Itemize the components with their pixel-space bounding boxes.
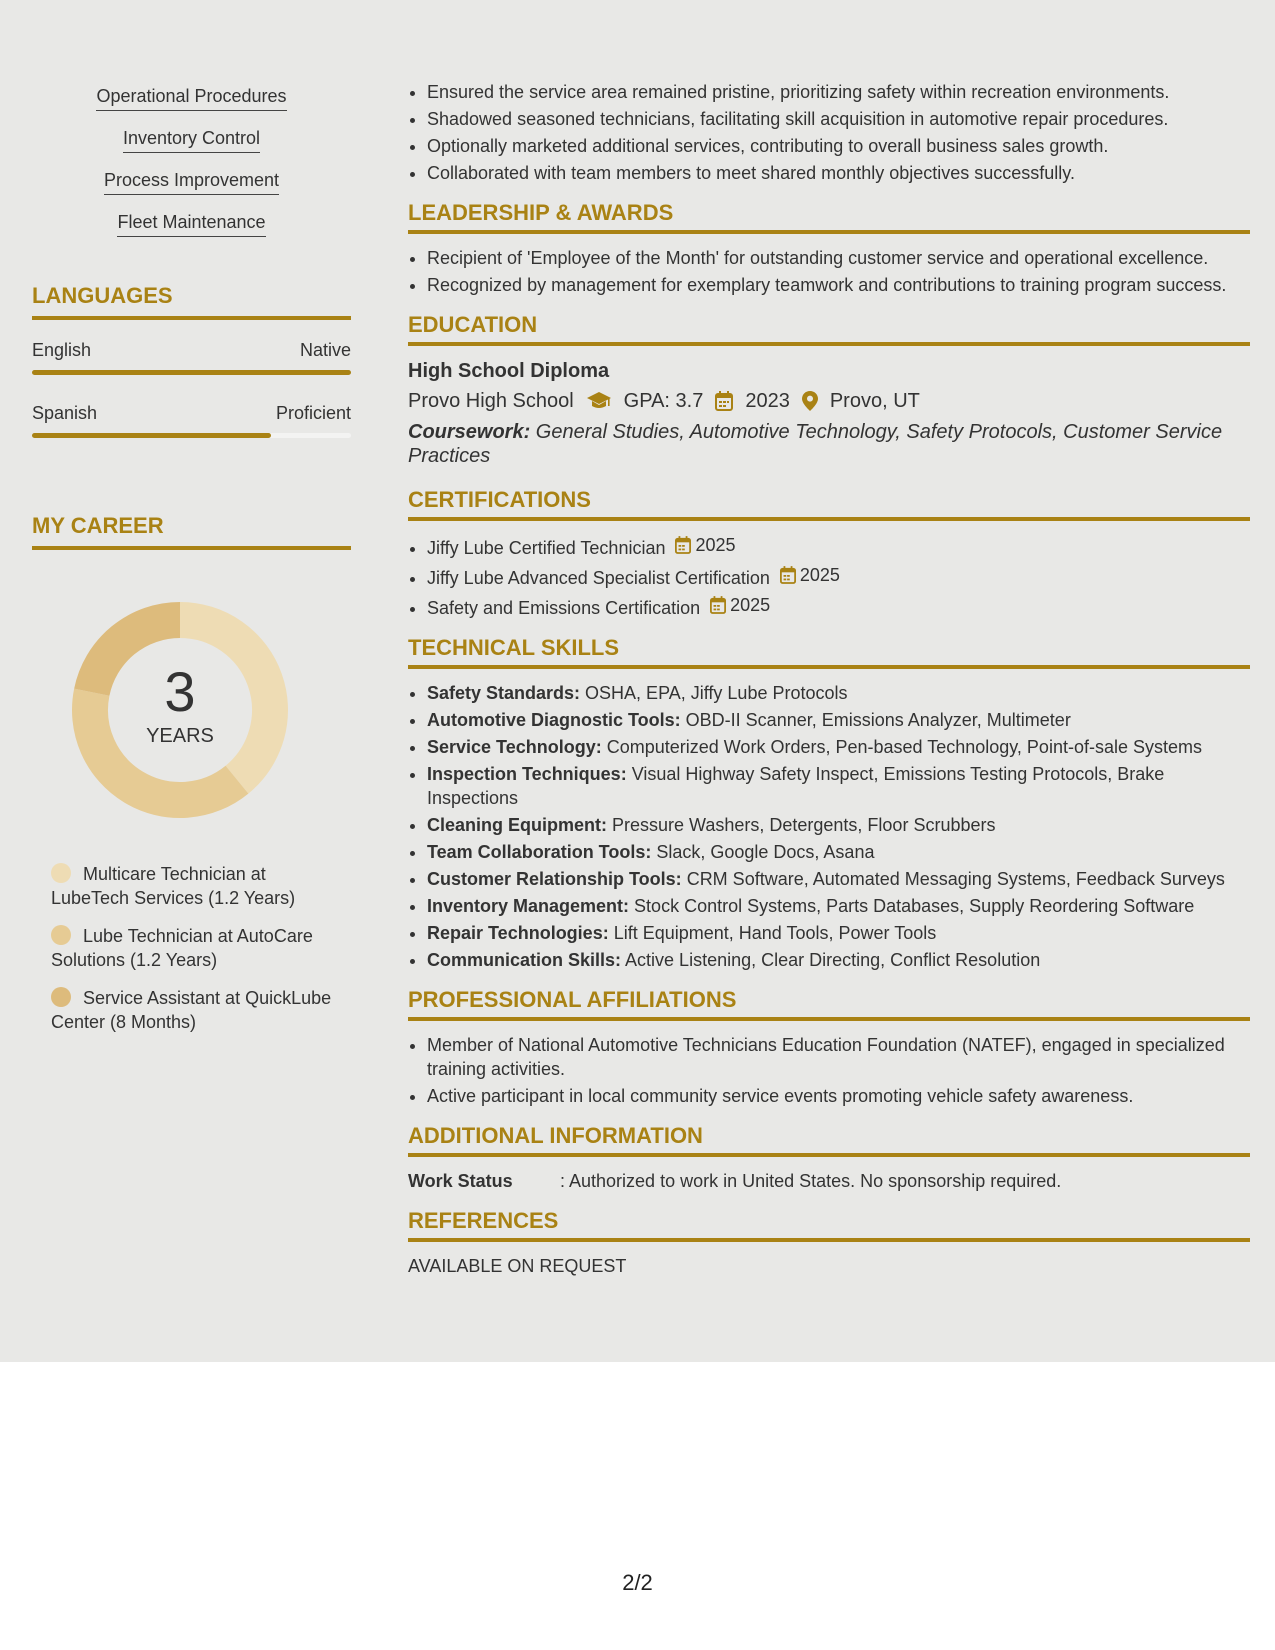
legend-dot xyxy=(51,863,71,883)
certification-item: • Jiffy Lube Certified Technician 2025 xyxy=(427,533,1250,560)
technical-skill-item: • Inventory Management: Stock Control Systems, Parts Databases, Supply Reordering Software xyxy=(427,894,1250,918)
career-legend-item: Lube Technician at AutoCare Solutions (1.2 Years) xyxy=(51,926,313,970)
leadership-item: • Recognized by management for exemplary teamwork and contributions to training program success. xyxy=(427,273,1250,297)
technical-skills-section xyxy=(408,634,1250,972)
certification-item: • Safety and Emissions Certification 2025 xyxy=(427,593,1250,620)
experience-bullets xyxy=(427,80,1250,185)
left-column xyxy=(32,84,351,1048)
technical-skill-item: • Service Technology: Computerized Work Orders, Pen-based Technology, Point-of-sale Systems xyxy=(427,735,1250,759)
certifications-heading: CERTIFICATIONS xyxy=(408,486,1250,521)
calendar-icon xyxy=(710,596,726,614)
calendar-icon xyxy=(675,536,691,554)
education-location: Provo, UT xyxy=(829,390,920,412)
education-year: 2023 xyxy=(745,390,790,412)
career-section xyxy=(32,512,351,1034)
education-coursework: Coursework: General Studies, Automotive Technology, Safety Protocols, Customer Service Practices xyxy=(408,421,1223,467)
technical-skill-item: • Cleaning Equipment: Pressure Washers, Detergents, Floor Scrubbers xyxy=(427,813,1250,837)
affiliation-item: • Active participant in local community service events promoting vehicle safety awareness. xyxy=(427,1084,1250,1108)
references-heading: REFERENCES xyxy=(408,1207,1250,1242)
language-name: Spanish xyxy=(32,403,98,423)
experience-bullet: • Shadowed seasoned technicians, facilitating skill acquisition in automotive repair procedures. xyxy=(427,107,1250,131)
language-english xyxy=(32,338,351,375)
experience-bullet: • Collaborated with team members to meet shared monthly objectives successfully. xyxy=(427,161,1250,185)
technical-skill-item: • Customer Relationship Tools: CRM Software, Automated Messaging Systems, Feedback Surveys xyxy=(427,867,1250,891)
right-column xyxy=(408,80,1250,1278)
career-legend-item: Service Assistant at QuickLube Center (8 Months) xyxy=(51,988,332,1032)
technical-skill-item: • Inspection Techniques: Visual Highway Safety Inspect, Emissions Testing Protocols, Brake Inspections xyxy=(427,762,1250,810)
leadership-heading: LEADERSHIP & AWARDS xyxy=(408,199,1250,234)
certification-year: 2025 xyxy=(730,595,771,615)
career-heading: MY CAREER xyxy=(32,512,351,550)
technical-skill-item: • Automotive Diagnostic Tools: OBD-II Scanner, Emissions Analyzer, Multimeter xyxy=(427,708,1250,732)
certifications-section xyxy=(408,486,1250,620)
education-heading: EDUCATION xyxy=(408,311,1250,346)
technical-skills-heading: TECHNICAL SKILLS xyxy=(408,634,1250,669)
additional-info-heading: ADDITIONAL INFORMATION xyxy=(408,1122,1250,1157)
leadership-section xyxy=(408,199,1250,297)
languages-heading: LANGUAGES xyxy=(32,282,351,320)
affiliations-section xyxy=(408,986,1250,1108)
language-level: Proficient xyxy=(275,403,351,423)
references-section xyxy=(408,1207,1250,1278)
language-level: Native xyxy=(299,340,351,360)
page-number: 2/2 xyxy=(622,1570,653,1595)
education-degree: High School Diploma xyxy=(408,360,610,382)
career-years-label: YEARS xyxy=(146,725,214,747)
work-status-row xyxy=(408,1169,1250,1193)
work-status-value: : Authorized to work in United States. No sponsorship required. xyxy=(560,1171,1062,1191)
skill-item: Inventory Control xyxy=(32,126,351,153)
language-bar xyxy=(32,433,351,438)
career-legend-item: Multicare Technician at LubeTech Services (1.2 Years) xyxy=(51,864,296,908)
career-legend xyxy=(51,862,341,1034)
legend-dot xyxy=(51,987,71,1007)
language-name: English xyxy=(32,340,92,360)
affiliation-item: • Member of National Automotive Technicians Education Foundation (NATEF), engaged in specialized training activities. xyxy=(427,1033,1250,1081)
skill-item: Process Improvement xyxy=(32,168,351,195)
technical-skill-item: • Repair Technologies: Lift Equipment, Hand Tools, Power Tools xyxy=(427,921,1250,945)
skill-item: Fleet Maintenance xyxy=(32,210,351,237)
career-total-years: 3 xyxy=(164,660,196,723)
legend-dot xyxy=(51,925,71,945)
education-school: Provo High School xyxy=(408,390,574,412)
language-bar-fill xyxy=(32,370,351,375)
certification-item: • Jiffy Lube Advanced Specialist Certification 2025 xyxy=(427,563,1250,590)
language-spanish xyxy=(32,401,351,438)
location-pin-icon xyxy=(802,391,818,411)
career-donut xyxy=(64,594,296,826)
education-details xyxy=(408,388,1250,414)
certification-year: 2025 xyxy=(799,565,840,585)
skill-item: Operational Procedures xyxy=(32,84,351,111)
language-bar-fill xyxy=(32,433,271,438)
skills-list xyxy=(32,84,351,237)
technical-skill-item: • Team Collaboration Tools: Slack, Google Docs, Asana xyxy=(427,840,1250,864)
education-gpa: GPA: 3.7 xyxy=(623,390,704,412)
work-status-label: Work Status xyxy=(408,1171,513,1191)
certification-year: 2025 xyxy=(695,535,736,555)
experience-bullet: • Optionally marketed additional services, contributing to overall business sales growth. xyxy=(427,134,1250,158)
technical-skill-item: • Safety Standards: OSHA, EPA, Jiffy Lube Protocols xyxy=(427,681,1250,705)
experience-bullet: • Ensured the service area remained pristine, prioritizing safety within recreation environments. xyxy=(427,80,1250,104)
calendar-icon xyxy=(780,566,796,584)
language-bar xyxy=(32,370,351,375)
leadership-item: • Recipient of 'Employee of the Month' for outstanding customer service and operational excellence. xyxy=(427,246,1250,270)
calendar-icon xyxy=(715,391,733,411)
technical-skill-item: • Communication Skills: Active Listening, Clear Directing, Conflict Resolution xyxy=(427,948,1250,972)
education-section xyxy=(408,311,1250,468)
references-text: AVAILABLE ON REQUEST xyxy=(408,1256,627,1276)
affiliations-heading: PROFESSIONAL AFFILIATIONS xyxy=(408,986,1250,1021)
graduation-cap-icon xyxy=(586,391,612,411)
languages-section xyxy=(32,282,351,438)
additional-info-section xyxy=(408,1122,1250,1193)
